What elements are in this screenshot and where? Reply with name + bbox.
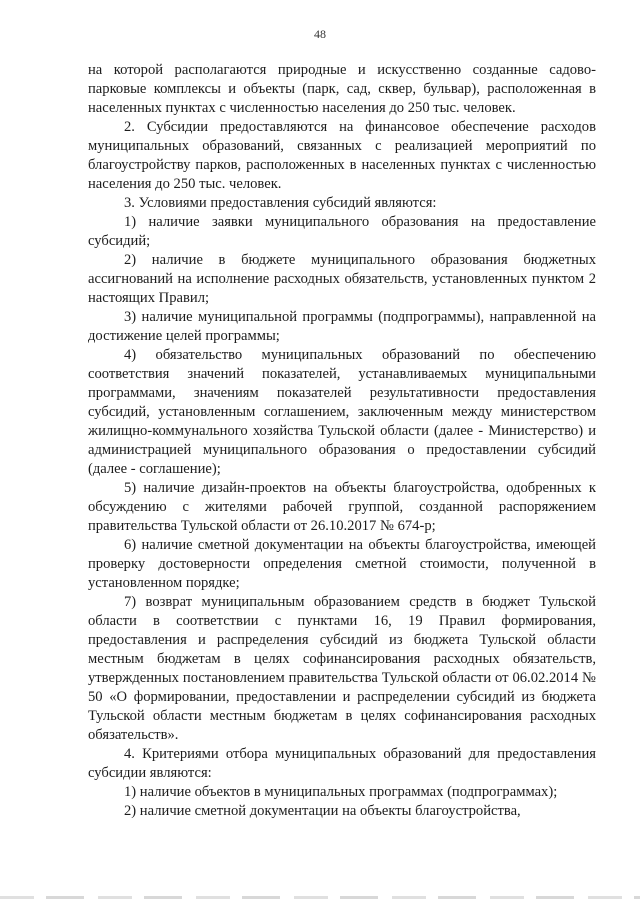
- condition-7: 7) возврат муниципальным образованием средств в бюджет Тульской области в соответствии с пунктами 16, 19 Правил формирования, предоставления и распределения субсидий из бюджета Тульской области местным бюджетам в целях софинансирования расходных обязательств, утвержденных постановлением правительства Тульской области от 06.02.2014 № 50 «О формировании, предоставлении и распределении субсидий из бюджета Тульской области местным бюджетам в целях софинансирования расходных обязательств».: [88, 594, 596, 743]
- paragraph-item-4-heading: 4. Критериями отбора муниципальных образований для предоставления субсидии являются:: [88, 746, 596, 781]
- condition-3: 3) наличие муниципальной программы (подпрограммы), направленной на достижение целей программы;: [88, 309, 596, 344]
- document-body: [88, 61, 596, 821]
- paragraph-item-3-heading: 3. Условиями предоставления субсидий являются:: [124, 195, 437, 211]
- paragraph-continuation: на которой располагаются природные и искусственно созданные садово-парковые комплексы и объекты (парк, сад, сквер, бульвар), расположенная в населенных пунктах с численностью населения до 250 тыс. человек.: [88, 62, 596, 116]
- scan-edge-artifact: [0, 896, 640, 899]
- condition-1: 1) наличие заявки муниципального образования на предоставление субсидий;: [88, 214, 596, 249]
- paragraph-item-2: 2. Субсидии предоставляются на финансовое обеспечение расходов муниципальных образований, связанных с реализацией мероприятий по благоустройству парков, расположенных в населенных пунктах с численностью населения до 250 тыс. человек.: [88, 119, 596, 192]
- page-number: 48: [314, 27, 326, 41]
- condition-2: 2) наличие в бюджете муниципального образования бюджетных ассигнований на исполнение расходных обязательств, установленных пунктом 2 настоящих Правил;: [88, 252, 596, 306]
- criterion-1: 1) наличие объектов в муниципальных программах (подпрограммах);: [124, 784, 558, 800]
- condition-5: 5) наличие дизайн-проектов на объекты благоустройства, одобренных к обсуждению с жителями рабочей группой, созданной распоряжением правительства Тульской области от 26.10.2017 № 674-р;: [88, 480, 596, 534]
- condition-4: 4) обязательство муниципальных образований по обеспечению соответствия значений показателей, устанавливаемых муниципальными программами, значениям показателей результативности предоставления субсидий, установленным соглашением, заключенным между министерством жилищно-коммунального хозяйства Тульской области (далее - Министерство) и администрацией муниципального образования о предоставлении субсидий (далее - соглашение);: [88, 347, 596, 477]
- criterion-2: 2) наличие сметной документации на объекты благоустройства,: [124, 803, 521, 819]
- condition-6: 6) наличие сметной документации на объекты благоустройства, имеющей проверку достоверности определения сметной стоимости, полученной в установленном порядке;: [88, 537, 596, 591]
